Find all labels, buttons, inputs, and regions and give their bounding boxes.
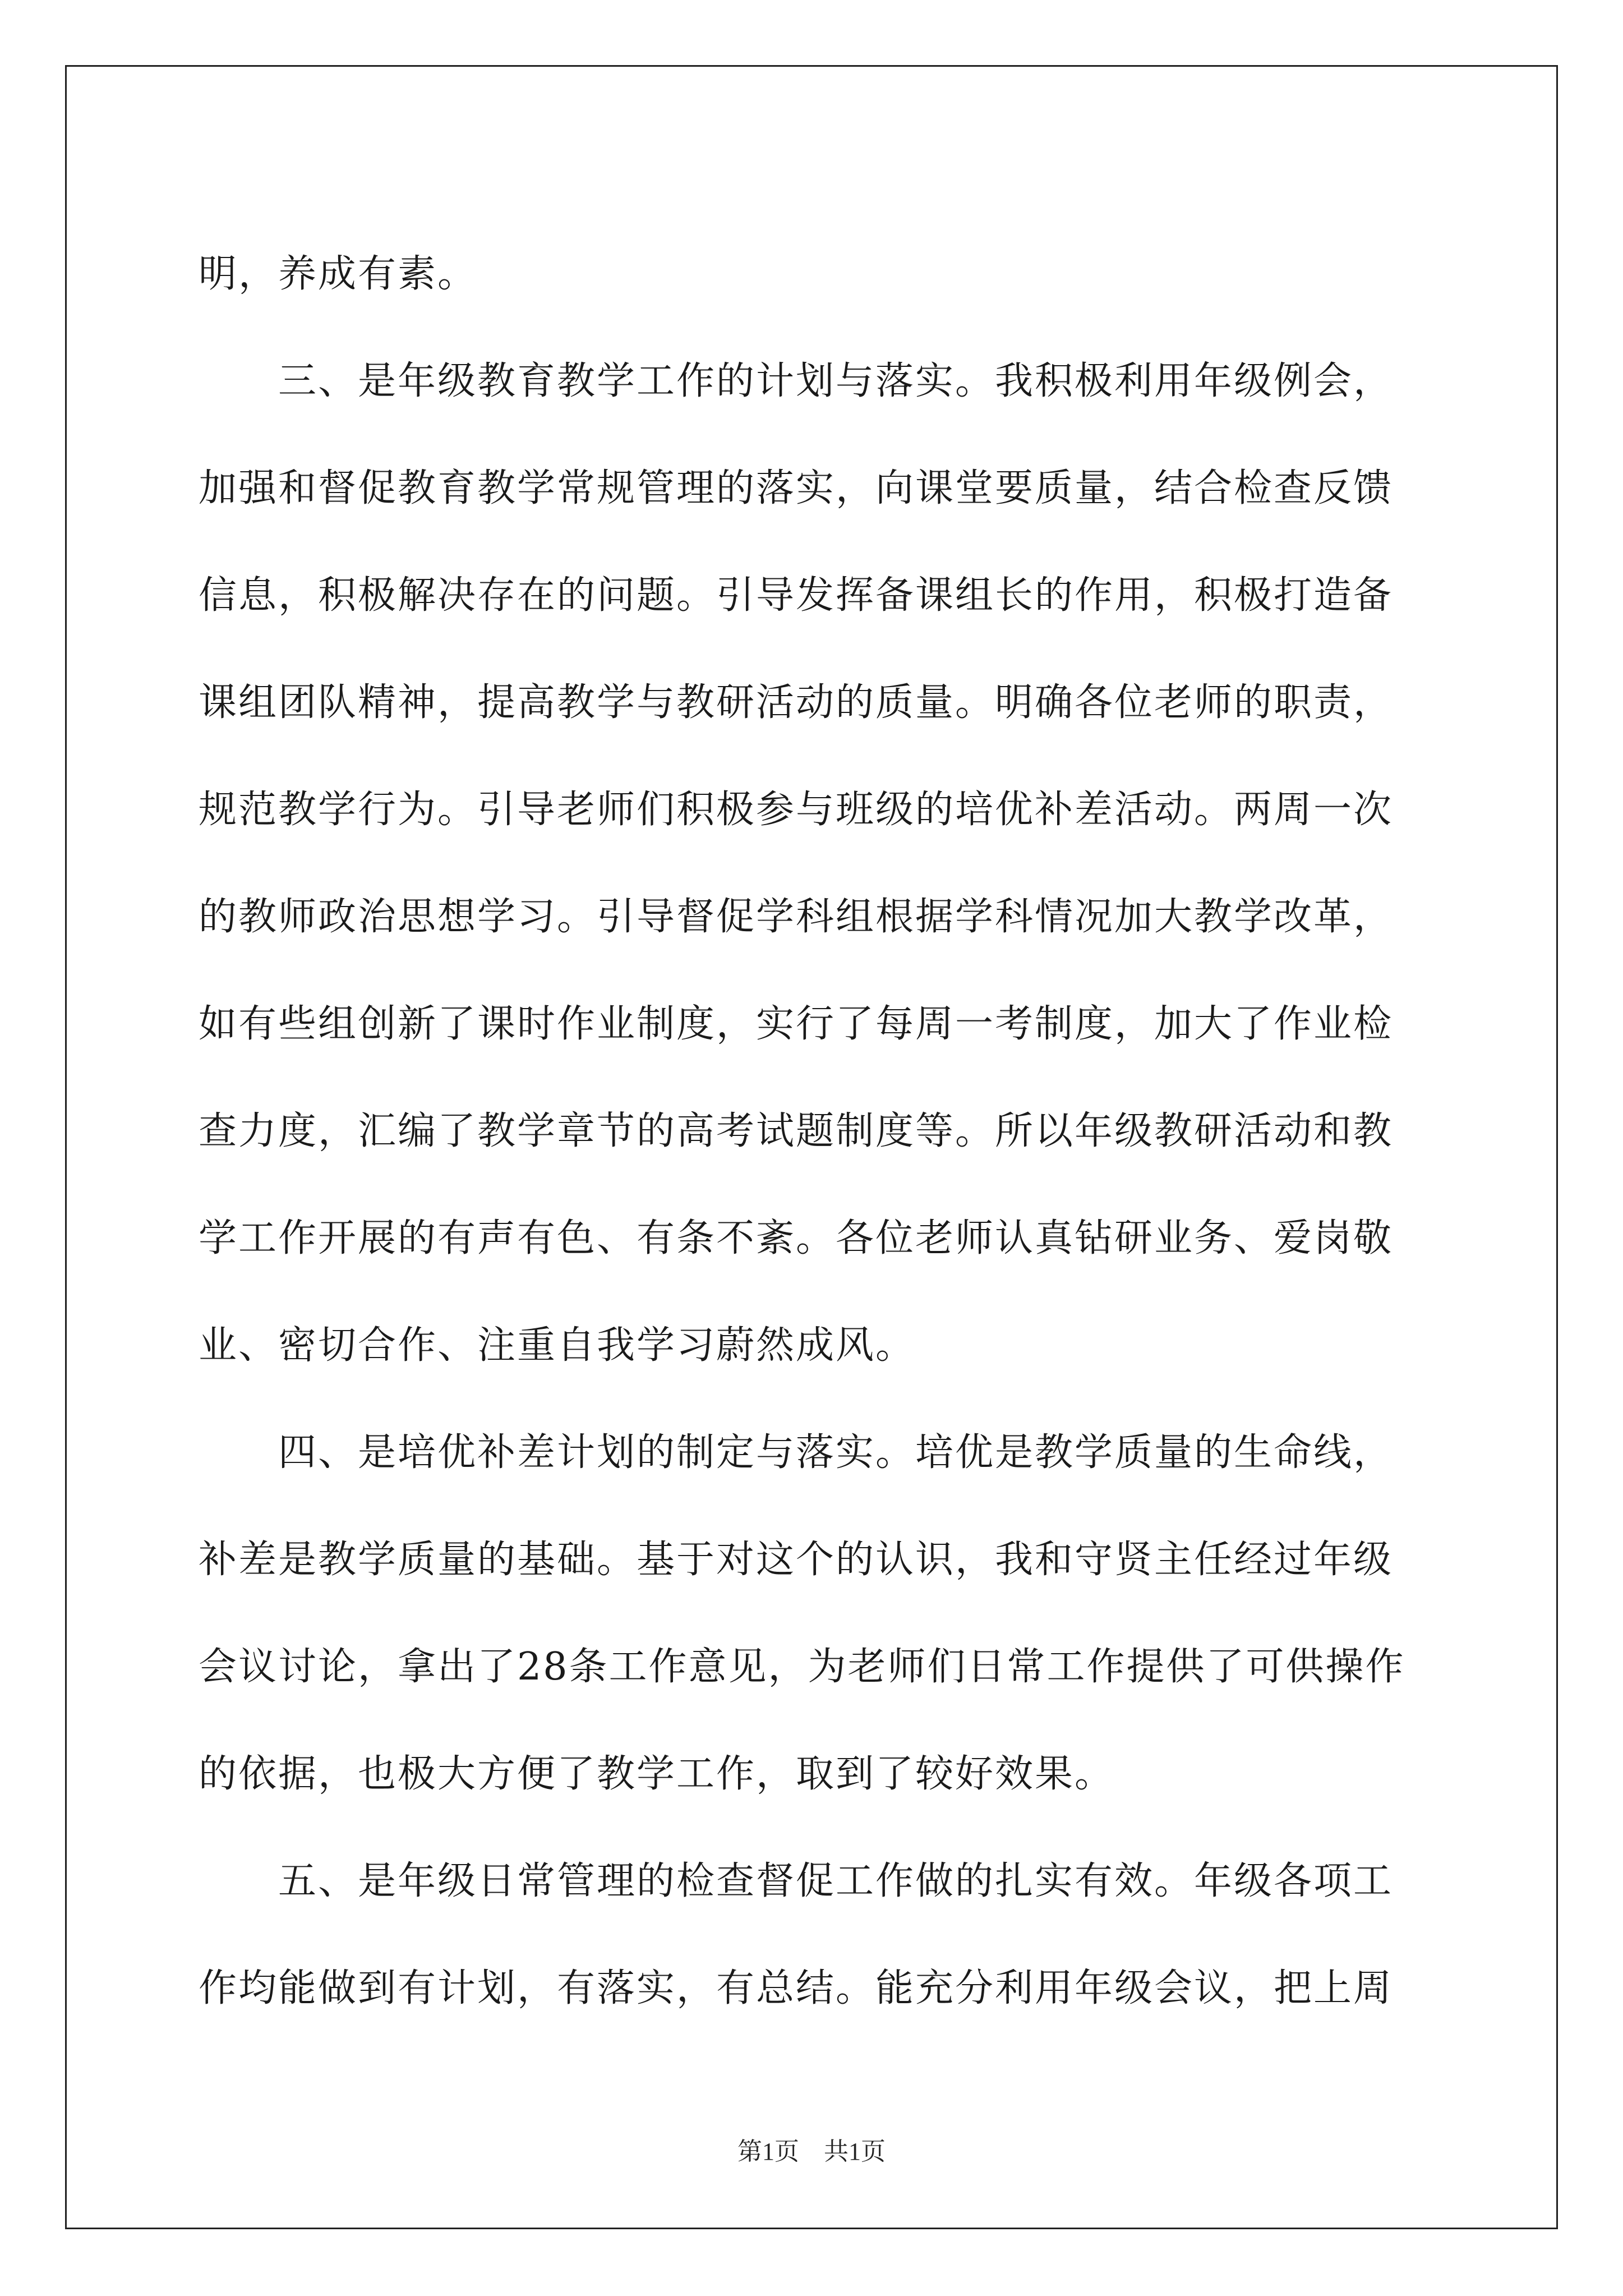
text-line: 课组团队精神，提高教学与教研活动的质量。明确各位老师的职责， (199, 680, 1394, 725)
text-line: 查力度，汇编了教学章节的高考试题制度等。所以年级教研活动和教 (199, 1109, 1394, 1153)
text-line: 补差是教学质量的基础。基于对这个的认识，我和守贤主任经过年级 (199, 1538, 1394, 1582)
text-line: 的教师政治思想学习。引导督促学科组根据学科情况加大教学改革， (199, 895, 1394, 939)
text-line: 如有些组创新了课时作业制度，实行了每周一考制度，加大了作业检 (199, 1002, 1394, 1046)
text-line: 作均能做到有计划，有落实，有总结。能充分利用年级会议，把上周 (199, 1966, 1394, 2010)
page-footer (0, 2136, 1623, 2168)
text-line: 的依据，也极大方便了教学工作，取到了较好效果。 (199, 1752, 1115, 1796)
document-body (199, 220, 1427, 2042)
text-line: 四、是培优补差计划的制定与落实。培优是教学质量的生命线， (199, 1430, 1394, 1475)
page-total: 共1页 (824, 2138, 886, 2165)
text-line: 加强和督促教育教学常规管理的落实，向课堂要质量，结合检查反馈 (199, 466, 1394, 510)
page-number: 第1页 (737, 2138, 799, 2165)
text-line: 规范教学行为。引导老师们积极参与班级的培优补差活动。两周一次 (199, 788, 1394, 832)
text-line: 业、密切合作、注重自我学习蔚然成风。 (199, 1323, 916, 1368)
text-line: 五、是年级日常管理的检查督促工作做的扎实有效。年级各项工 (199, 1859, 1394, 1903)
text-line: 三、是年级教育教学工作的计划与落实。我积极利用年级例会， (199, 359, 1394, 403)
text-line: 信息，积极解决存在的问题。引导发挥备课组长的作用，积极打造备 (199, 573, 1394, 618)
text-line: 学工作开展的有声有色、有条不紊。各位老师认真钻研业务、爱岗敬 (199, 1216, 1394, 1260)
text-line: 会议讨论，拿出了28条工作意见，为老师们日常工作提供了可供操作 (199, 1645, 1405, 1689)
text-line: 明，养成有素。 (199, 252, 478, 296)
